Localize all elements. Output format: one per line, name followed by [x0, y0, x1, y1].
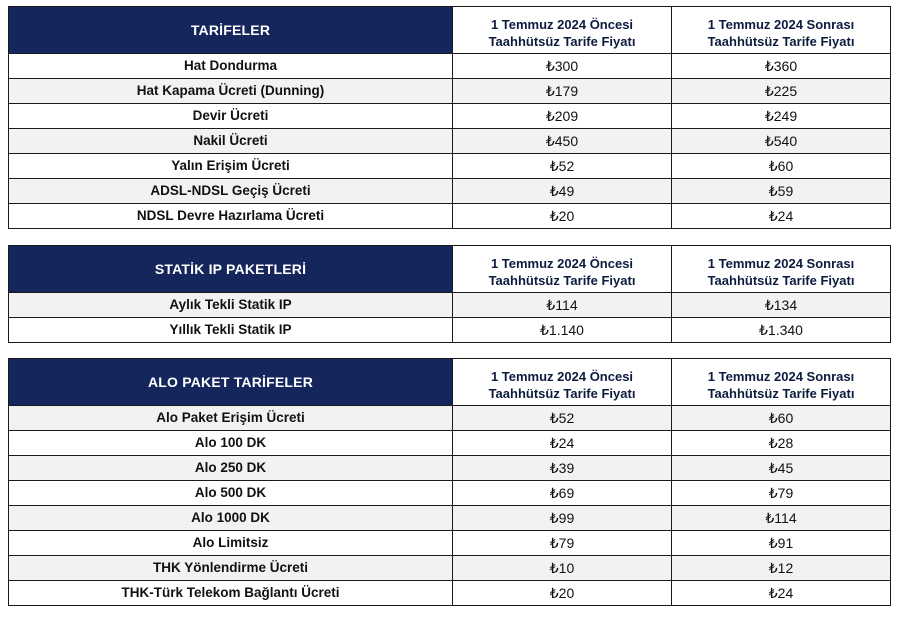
table-row — [9, 79, 891, 104]
row-price-after: ₺91 — [672, 531, 891, 556]
row-label: Alo Limitsiz — [9, 531, 453, 556]
column-header-line2: Taahhütsüz Tarife Fiyatı — [488, 33, 636, 49]
table-spacer — [8, 343, 890, 358]
row-label: Alo 1000 DK — [9, 506, 453, 531]
tariff-table-statik-ip — [8, 245, 891, 343]
row-price-after: ₺249 — [672, 104, 891, 129]
table-row — [9, 179, 891, 204]
column-header-price-before — [453, 246, 672, 293]
row-price-before: ₺69 — [453, 481, 672, 506]
row-label: NDSL Devre Hazırlama Ücreti — [9, 204, 453, 229]
column-header-price-before — [453, 359, 672, 406]
row-price-before: ₺20 — [453, 204, 672, 229]
row-price-after: ₺134 — [672, 293, 891, 318]
row-price-before: ₺20 — [453, 581, 672, 606]
row-price-after: ₺79 — [672, 481, 891, 506]
table-title-cell: ALO PAKET TARİFELER — [9, 359, 453, 406]
table-row — [9, 104, 891, 129]
column-header-price-after — [672, 359, 891, 406]
row-label: Yalın Erişim Ücreti — [9, 154, 453, 179]
row-price-after: ₺24 — [672, 581, 891, 606]
table-row — [9, 456, 891, 481]
row-label: Alo 500 DK — [9, 481, 453, 506]
table-row — [9, 293, 891, 318]
column-header-line1: 1 Temmuz 2024 Öncesi — [490, 255, 634, 271]
row-label: Hat Kapama Ücreti (Dunning) — [9, 79, 453, 104]
table-title-cell: STATİK IP PAKETLERİ — [9, 246, 453, 293]
column-header-line1: 1 Temmuz 2024 Sonrası — [707, 368, 855, 384]
row-price-before: ₺52 — [453, 406, 672, 431]
row-label: Alo Paket Erişim Ücreti — [9, 406, 453, 431]
column-header-line2: Taahhütsüz Tarife Fiyatı — [488, 272, 636, 288]
table-row — [9, 581, 891, 606]
table-row — [9, 54, 891, 79]
table-header-row — [9, 359, 891, 406]
column-header-line2: Taahhütsüz Tarife Fiyatı — [707, 272, 855, 288]
table-row — [9, 506, 891, 531]
row-label: Nakil Ücreti — [9, 129, 453, 154]
row-price-after: ₺59 — [672, 179, 891, 204]
table-row — [9, 556, 891, 581]
row-price-after: ₺1.340 — [672, 318, 891, 343]
table-row — [9, 431, 891, 456]
column-header-price-after — [672, 7, 891, 54]
row-label: Devir Ücreti — [9, 104, 453, 129]
table-row — [9, 204, 891, 229]
column-header-price-after — [672, 246, 891, 293]
row-price-after: ₺540 — [672, 129, 891, 154]
row-price-before: ₺450 — [453, 129, 672, 154]
row-price-before: ₺300 — [453, 54, 672, 79]
row-price-before: ₺1.140 — [453, 318, 672, 343]
column-header-line1: 1 Temmuz 2024 Öncesi — [490, 16, 634, 32]
row-price-before: ₺209 — [453, 104, 672, 129]
column-header-line2: Taahhütsüz Tarife Fiyatı — [488, 385, 636, 401]
row-price-before: ₺99 — [453, 506, 672, 531]
row-label: Alo 250 DK — [9, 456, 453, 481]
table-row — [9, 318, 891, 343]
column-header-line1: 1 Temmuz 2024 Sonrası — [707, 255, 855, 271]
row-label: THK Yönlendirme Ücreti — [9, 556, 453, 581]
row-price-before: ₺49 — [453, 179, 672, 204]
row-price-after: ₺360 — [672, 54, 891, 79]
table-title-cell: TARİFELER — [9, 7, 453, 54]
row-label: ADSL-NDSL Geçiş Ücreti — [9, 179, 453, 204]
row-price-before: ₺179 — [453, 79, 672, 104]
table-row — [9, 481, 891, 506]
row-price-after: ₺60 — [672, 154, 891, 179]
row-price-after: ₺60 — [672, 406, 891, 431]
row-label: Hat Dondurma — [9, 54, 453, 79]
column-header-price-before — [453, 7, 672, 54]
column-header-line2: Taahhütsüz Tarife Fiyatı — [707, 33, 855, 49]
row-price-before: ₺79 — [453, 531, 672, 556]
table-row — [9, 154, 891, 179]
table-spacer — [8, 229, 890, 245]
row-price-after: ₺28 — [672, 431, 891, 456]
table-row — [9, 406, 891, 431]
row-price-before: ₺39 — [453, 456, 672, 481]
tariff-table-alo-paket — [8, 358, 891, 606]
row-price-after: ₺12 — [672, 556, 891, 581]
row-label: THK-Türk Telekom Bağlantı Ücreti — [9, 581, 453, 606]
column-header-line1: 1 Temmuz 2024 Sonrası — [707, 16, 855, 32]
tariff-table-tarifeler — [8, 6, 891, 229]
row-price-before: ₺24 — [453, 431, 672, 456]
column-header-line2: Taahhütsüz Tarife Fiyatı — [707, 385, 855, 401]
row-label: Aylık Tekli Statik IP — [9, 293, 453, 318]
table-header-row — [9, 246, 891, 293]
table-row — [9, 531, 891, 556]
column-header-line1: 1 Temmuz 2024 Öncesi — [490, 368, 634, 384]
row-label: Yıllık Tekli Statik IP — [9, 318, 453, 343]
row-price-before: ₺114 — [453, 293, 672, 318]
row-price-after: ₺45 — [672, 456, 891, 481]
row-price-after: ₺24 — [672, 204, 891, 229]
row-price-before: ₺10 — [453, 556, 672, 581]
table-header-row — [9, 7, 891, 54]
row-price-after: ₺114 — [672, 506, 891, 531]
table-row — [9, 129, 891, 154]
row-price-before: ₺52 — [453, 154, 672, 179]
row-price-after: ₺225 — [672, 79, 891, 104]
row-label: Alo 100 DK — [9, 431, 453, 456]
